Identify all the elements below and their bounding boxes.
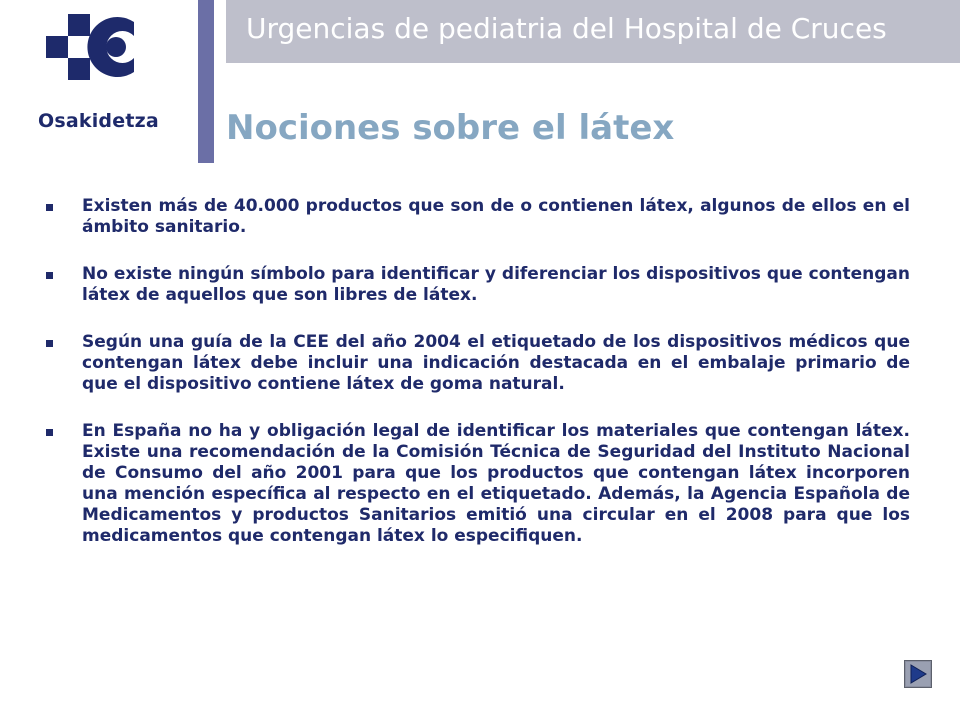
bullet-text: En España no ha y obligación legal de identificar los materiales que contengan látex. Existe una recomendación de la Comisión Técnica de Seguridad del Instituto Nacional de Consumo del año 2001 para que los productos que contengan látex incorporen una mención específica al respecto en el etiquetado. Además, la Agencia Española de Medicamentos y productos Sanitarios emitió una circular en el 2008 para que los medicamentos que contengan látex lo especifiquen. xyxy=(82,421,910,546)
next-slide-button[interactable] xyxy=(904,660,932,688)
logo-text: Osakidetza xyxy=(38,110,159,132)
osakidetza-logo xyxy=(38,14,188,134)
bullet-text: No existe ningún símbolo para identificar y diferenciar los dispositivos que contengan látex de aquellos que son libres de látex. xyxy=(82,264,910,305)
header-title: Urgencias de pediatria del Hospital de Cruces xyxy=(246,12,887,45)
bullet-list xyxy=(46,196,910,573)
osakidetza-logo-icon xyxy=(46,14,136,104)
bullet-text: Existen más de 40.000 productos que son de o contienen látex, algunos de ellos en el ámbito sanitario. xyxy=(82,196,910,237)
bullet-square-icon xyxy=(46,429,53,436)
bullet-square-icon xyxy=(46,272,53,279)
bullet-square-icon xyxy=(46,340,53,347)
slide-title: Nociones sobre el látex xyxy=(226,108,675,148)
vertical-accent-bar xyxy=(198,0,214,163)
list-item xyxy=(46,421,910,547)
list-item xyxy=(46,264,910,306)
list-item xyxy=(46,332,910,395)
next-slide-icon xyxy=(906,662,930,686)
bullet-text: Según una guía de la CEE del año 2004 el etiquetado de los dispositivos médicos que contengan látex debe incluir una indicación destacada en el embalaje primario de que el dispositivo contiene látex de goma natural. xyxy=(82,332,910,394)
bullet-square-icon xyxy=(46,204,53,211)
list-item xyxy=(46,196,910,238)
